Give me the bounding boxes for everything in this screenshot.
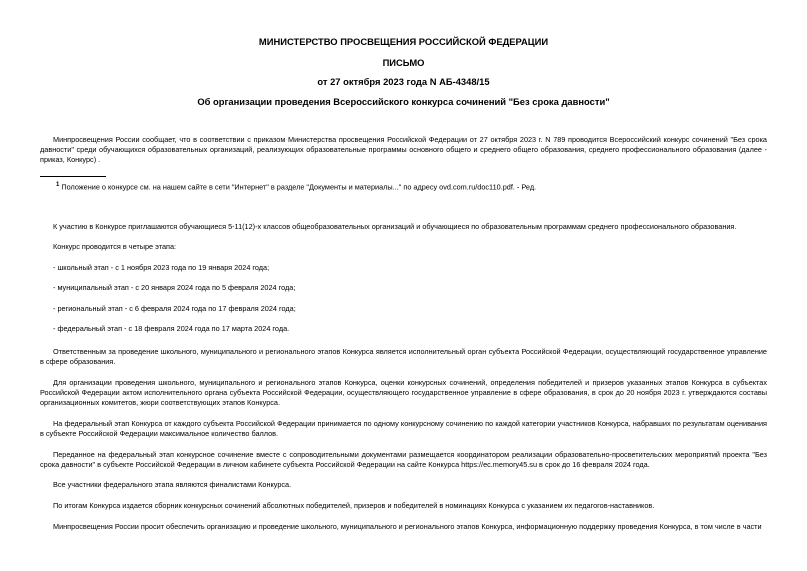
- paragraph-intro: Минпросвещения России сообщает, что в соответствии с приказом Министерства просвещения Российской Федерации от 27 октября 2023 г. N 789 проводится Всероссийский конкурс сочинений "Без срока давности" среди обучающихся образовательных организаций, реализующих образовательные программы основного общего и среднего общего образования, среднего профессионального образования (далее - приказ, Конкурс) .: [40, 135, 767, 164]
- footnote-separator: [40, 176, 106, 177]
- document-type: ПИСЬМО: [382, 57, 425, 68]
- stage-municipal: - муниципальный этап - с 20 января 2024 года по 5 февраля 2024 года;: [53, 283, 296, 292]
- paragraph-responsible: Ответственным за проведение школьного, муниципального и регионального этапов Конкурса является исполнительный орган субъекта Российской Федерации, осуществляющий государственное управление в сфере образования.: [40, 347, 767, 366]
- footnote-marker: 1: [56, 182, 60, 188]
- stage-school: - школьный этап - с 1 ноября 2023 года по 19 января 2024 года;: [53, 263, 270, 272]
- paragraph-request: Минпросвещения России просит обеспечить организацию и проведение школьного, муниципального и регионального этапов Конкурса, информационную поддержку проведения Конкурса, в том числе в части: [53, 522, 762, 531]
- footnote-text: Положение о конкурсе см. на нашем сайте в сети "Интернет" в разделе "Документы и материалы..." по адресу ovd.com.ru/doc110.pdf. - Ред.: [61, 182, 537, 192]
- date-and-number: от 27 октября 2023 года N АБ-4348/15: [317, 76, 490, 87]
- footnote: [56, 180, 756, 192]
- document-subject: Об организации проведения Всероссийского конкурса сочинений "Без срока давности": [197, 96, 610, 107]
- ministry-heading: МИНИСТЕРСТВО ПРОСВЕЩЕНИЯ РОССИЙСКОЙ ФЕДЕРАЦИИ: [258, 36, 549, 47]
- paragraph-finalists: Все участники федерального этапа являются финалистами Конкурса.: [53, 480, 292, 489]
- paragraph-submission: Переданное на федеральный этап конкурсное сочинение вместе с сопроводительными документами размещается координатором реализации образовательно-просветительских мероприятий проекта "Без срока давности" в субъекте Российской Федерации в личном кабинете субъекта Российской Федерации на сайте Конкурса https://ec.memory45.su в срок до 16 февраля 2024 года.: [40, 450, 767, 469]
- paragraph-participants: К участию в Конкурсе приглашаются обучающиеся 5-11(12)-х классов общеобразовательных организаций и обучающиеся по образовательным программам среднего профессионального образования.: [53, 222, 737, 231]
- paragraph-stages-intro: Конкурс проводится в четыре этапа:: [53, 242, 177, 251]
- paragraph-organization: Для организации проведения школьного, муниципального и регионального этапов Конкурса, оценки конкурсных сочинений, определения победителей и призеров указанных этапов Конкурса в субъектах Российской Федерации актом исполнительного органа субъекта Российской Федерации, осуществляющего государственное управление в сфере образования, в срок до 20 ноября 2023 г. утверждаются составы организационных комитетов, жюри соответствующих этапов Конкурса.: [40, 378, 767, 407]
- paragraph-federal-stage: На федеральный этап Конкурса от каждого субъекта Российской Федерации принимается по одному конкурсному сочинению по каждой категории участников Конкурса, набравших по результатам оценивания в субъекте Российской Федерации максимальное количество баллов.: [40, 419, 767, 438]
- stage-federal: - федеральный этап - с 18 февраля 2024 года по 17 марта 2024 года.: [53, 324, 290, 333]
- stage-regional: - региональный этап - с 6 февраля 2024 года по 17 февраля 2024 года;: [53, 304, 296, 313]
- paragraph-collection: По итогам Конкурса издается сборник конкурсных сочинений абсолютных победителей, призеров и победителей в номинациях Конкурса с указанием их педагогов-наставников.: [53, 501, 655, 510]
